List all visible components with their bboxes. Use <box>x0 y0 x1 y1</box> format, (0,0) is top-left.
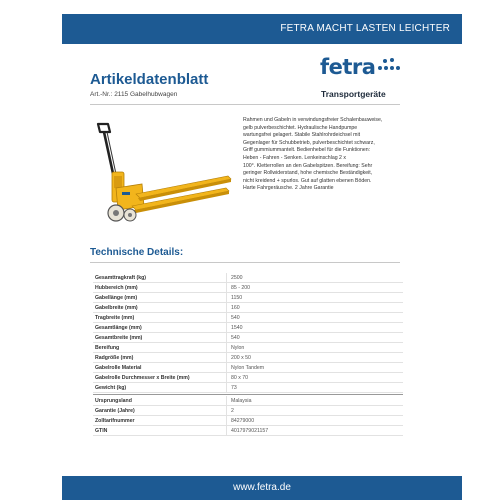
spec-label: Tragbreite (mm) <box>95 315 135 321</box>
header-slogan: FETRA MACHT LASTEN LEICHTER <box>280 23 450 34</box>
table-row <box>93 343 403 353</box>
spec-value: 1150 <box>231 295 243 301</box>
table-row <box>93 383 403 393</box>
description-line: Heben - Fahren - Senken. Lenkeinschlag 2 x <box>243 154 346 161</box>
spec-value: 160 <box>231 305 240 311</box>
spec-value: 540 <box>231 335 240 341</box>
spec-label: Gewicht (kg) <box>95 385 127 391</box>
table-row <box>93 283 403 293</box>
spec-label: Gesamtlänge (mm) <box>95 325 142 331</box>
table-row <box>93 273 403 283</box>
spec-label: Ursprungsland <box>95 398 132 404</box>
table-row <box>93 363 403 373</box>
footer-url-link[interactable]: www.fetra.de <box>233 482 291 493</box>
table-row <box>93 373 403 383</box>
description-line: Griff gummiummantelt. Bedienhebel für die Funktionen: <box>243 147 371 154</box>
table-row <box>93 416 403 426</box>
table-row <box>93 303 403 313</box>
pallet-truck-icon <box>86 116 236 230</box>
spec-label: Hubbereich (mm) <box>95 285 138 291</box>
description-line: 100°. Kletterrollen an den Gabelspitzen. Bereifung: Sehr <box>243 162 373 169</box>
table-row <box>93 396 403 406</box>
footer-band <box>62 476 462 500</box>
spec-label: Gesamttragkraft (kg) <box>95 275 147 281</box>
header-divider <box>90 104 400 105</box>
spec-value: 84279000 <box>231 418 255 424</box>
header-band <box>62 14 462 44</box>
spec-value: 1540 <box>231 325 243 331</box>
spec-value: Malaysia <box>231 398 252 404</box>
spec-value: 4017979021157 <box>231 428 269 434</box>
table-row <box>93 333 403 343</box>
description-line: Gegenlager für Schubbetrieb, pulverbeschichtet schwarz, <box>243 139 375 146</box>
table-row <box>93 323 403 333</box>
spec-label: Garantie (Jahre) <box>95 408 135 414</box>
fetra-logo-icon: fetra <box>320 55 376 79</box>
spec-value: 80 x 70 <box>231 375 249 381</box>
logo-tagline: Transportgeräte <box>321 89 386 99</box>
technical-details-heading: Technische Details: <box>90 247 184 258</box>
spec-value: 2500 <box>231 275 243 281</box>
description-line: Harte Fahrgeräusche. 2 Jahre Garantie <box>243 185 334 192</box>
spec-label: GTIN <box>95 428 108 434</box>
spec-value: 2 <box>231 408 234 414</box>
spec-value: Nylon <box>231 345 245 351</box>
description-line: wartungsfrei gelagert. Stabile Stahlrohrdeichsel mit <box>243 132 361 139</box>
spec-label: Gabellänge (mm) <box>95 295 138 301</box>
spec-label: Zolltarifnummer <box>95 418 135 424</box>
table-divider <box>93 394 403 395</box>
description-line: gelb pulverbeschichtet. Hydraulische Handpumpe <box>243 124 358 131</box>
spec-value: 85 - 200 <box>231 285 251 291</box>
spec-value: Nylon Tandem <box>231 365 265 371</box>
table-row <box>93 426 403 436</box>
description-line: geringer Rollwiderstand, hohe chemische Beständigkeit, <box>243 170 373 177</box>
table-row <box>93 293 403 303</box>
description-line: nicht kreidend + spurlos. Gut auf glatten ebenen Böden. <box>243 177 372 184</box>
spec-label: Gesamtbreite (mm) <box>95 335 143 341</box>
table-row <box>93 353 403 363</box>
spec-table <box>93 273 403 436</box>
table-row <box>93 406 403 416</box>
logo-dots-icon <box>366 59 396 79</box>
spec-label: Gabelbreite (mm) <box>95 305 138 311</box>
spec-label: Radgröße (mm) <box>95 355 134 361</box>
spec-value: 200 x 50 <box>231 355 251 361</box>
section-divider <box>90 262 400 263</box>
spec-label: Gabelrolle Material <box>95 365 142 371</box>
spec-label: Bereifung <box>95 345 120 351</box>
table-row <box>93 313 403 323</box>
spec-label: Gabelrolle Durchmesser x Breite (mm) <box>95 375 190 381</box>
article-number: Art.-Nr.: 2115 Gabelhubwagen <box>90 91 178 98</box>
product-description <box>243 117 408 193</box>
spec-value: 540 <box>231 315 240 321</box>
page-title: Artikeldatenblatt <box>90 71 209 88</box>
description-line: Rahmen und Gabeln in verwindungsfreier Schalenbauweise, <box>243 117 383 123</box>
spec-value: 73 <box>231 385 237 391</box>
